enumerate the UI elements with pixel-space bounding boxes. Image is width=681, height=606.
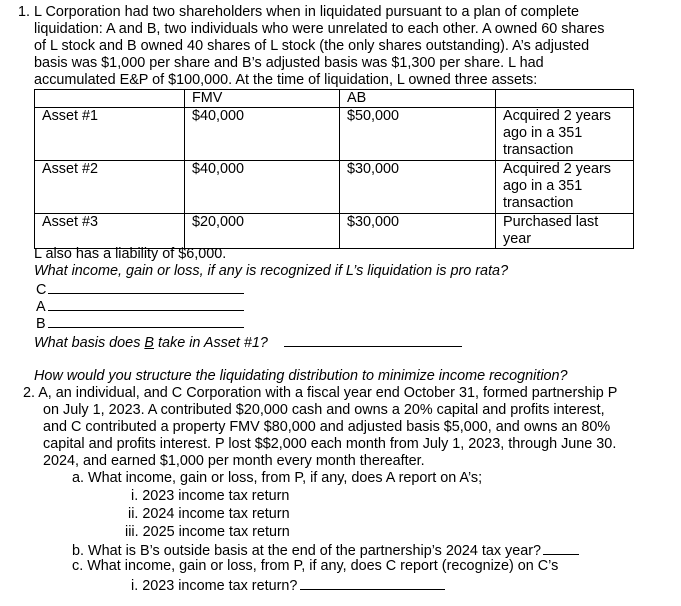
asset-fmv: $20,000 bbox=[185, 214, 340, 249]
asset-note bbox=[496, 161, 634, 214]
asset-name: Asset #2 bbox=[35, 161, 185, 214]
question-basis bbox=[34, 333, 462, 352]
asset-note bbox=[496, 214, 634, 249]
asset-note-line: Acquired 2 years bbox=[503, 161, 611, 177]
asset-note-line: transaction bbox=[503, 142, 574, 158]
part-a-item-2: ii. 2024 income tax return bbox=[128, 506, 290, 522]
table-row bbox=[35, 108, 634, 161]
question-basis-b: B bbox=[144, 335, 154, 351]
part-a-item-3: iii. 2025 income tax return bbox=[125, 524, 290, 540]
part-a: a. What income, gain or loss, from P, if any, does A report on A’s; bbox=[72, 470, 483, 486]
part-c-item-1-text: i. 2023 income tax return? bbox=[131, 578, 298, 594]
answer-blank-basis[interactable] bbox=[284, 333, 462, 347]
q1-line-1: 1. L Corporation had two shareholders when in liquidated pursuant to a plan of complete bbox=[18, 4, 580, 20]
table-row bbox=[35, 214, 634, 249]
header-cell-note bbox=[496, 90, 634, 108]
asset-ab: $30,000 bbox=[340, 161, 496, 214]
answer-blank-c[interactable] bbox=[48, 280, 244, 294]
part-c: c. What income, gain or loss, from P, if any, does C report (recognize) on C’s bbox=[72, 558, 559, 574]
answer-label-a: A bbox=[36, 299, 46, 315]
q1-line-2: liquidation: A and B, two individuals who were unrelated to each other. A owned 60 shares bbox=[34, 21, 605, 37]
asset-note-line: transaction bbox=[503, 195, 574, 211]
asset-name: Asset #1 bbox=[35, 108, 185, 161]
question-basis-suffix: take in Asset #1? bbox=[154, 335, 268, 351]
header-cell-ab: AB bbox=[340, 90, 496, 108]
q2-line-4: capital and profits interest. P lost $$2,000 each month from July 1, 2023, through June 30. bbox=[43, 436, 617, 452]
q1-line-4: basis was $1,000 per share and B’s adjusted basis was $1,300 per share. L had bbox=[34, 55, 544, 71]
answer-label-c: C bbox=[36, 282, 47, 298]
question-structure: How would you structure the liquidating distribution to minimize income recognition? bbox=[34, 368, 568, 384]
liability-text: L also has a liability of $6,000. bbox=[34, 246, 227, 262]
asset-fmv: $40,000 bbox=[185, 161, 340, 214]
asset-note-line: Purchased last bbox=[503, 214, 599, 230]
q1-line-3: of L stock and B owned 40 shares of L stock (the only shares outstanding). A’s adjusted bbox=[34, 38, 590, 54]
q2-line-5: 2024, and earned $1,000 per month every month thereafter. bbox=[43, 453, 425, 469]
table-row bbox=[35, 161, 634, 214]
asset-ab: $50,000 bbox=[340, 108, 496, 161]
question-basis-prefix: What basis does bbox=[34, 335, 145, 351]
answer-blank-b[interactable] bbox=[48, 314, 244, 328]
asset-fmv: $40,000 bbox=[185, 108, 340, 161]
answer-row-b bbox=[36, 314, 244, 333]
answer-blank-part-b[interactable] bbox=[543, 541, 579, 555]
part-a-item-1: i. 2023 income tax return bbox=[131, 488, 290, 504]
question-income: What income, gain or loss, if any is recognized if L’s liquidation is pro rata? bbox=[34, 263, 509, 279]
answer-blank-part-c[interactable] bbox=[300, 576, 445, 590]
asset-note bbox=[496, 108, 634, 161]
asset-name: Asset #3 bbox=[35, 214, 185, 249]
asset-note-line: Acquired 2 years bbox=[503, 108, 611, 124]
answer-label-b: B bbox=[36, 316, 46, 332]
asset-table-header bbox=[35, 90, 634, 108]
asset-note-line: year bbox=[503, 231, 531, 247]
header-cell-asset bbox=[35, 90, 185, 108]
answer-blank-a[interactable] bbox=[48, 297, 244, 311]
q2-line-2: on July 1, 2023. A contributed $20,000 cash and owns a 20% capital and profits interest, bbox=[43, 402, 605, 418]
asset-ab: $30,000 bbox=[340, 214, 496, 249]
asset-table bbox=[34, 89, 634, 249]
asset-note-line: ago in a 351 bbox=[503, 178, 583, 194]
part-b-text: b. What is B’s outside basis at the end of the partnership’s 2024 tax year? bbox=[72, 543, 542, 559]
q2-line-1: 2. A, an individual, and C Corporation with a fiscal year end October 31, formed partnership P bbox=[23, 385, 618, 401]
q2-line-3: and C contributed a property FMV $80,000 and adjusted basis $5,000, and owns an 80% bbox=[43, 419, 611, 435]
header-cell-fmv: FMV bbox=[185, 90, 340, 108]
asset-note-line: ago in a 351 bbox=[503, 125, 583, 141]
q1-line-5: accumulated E&P of $100,000. At the time of liquidation, L owned three assets: bbox=[34, 72, 538, 88]
part-c-item-1 bbox=[131, 576, 445, 595]
